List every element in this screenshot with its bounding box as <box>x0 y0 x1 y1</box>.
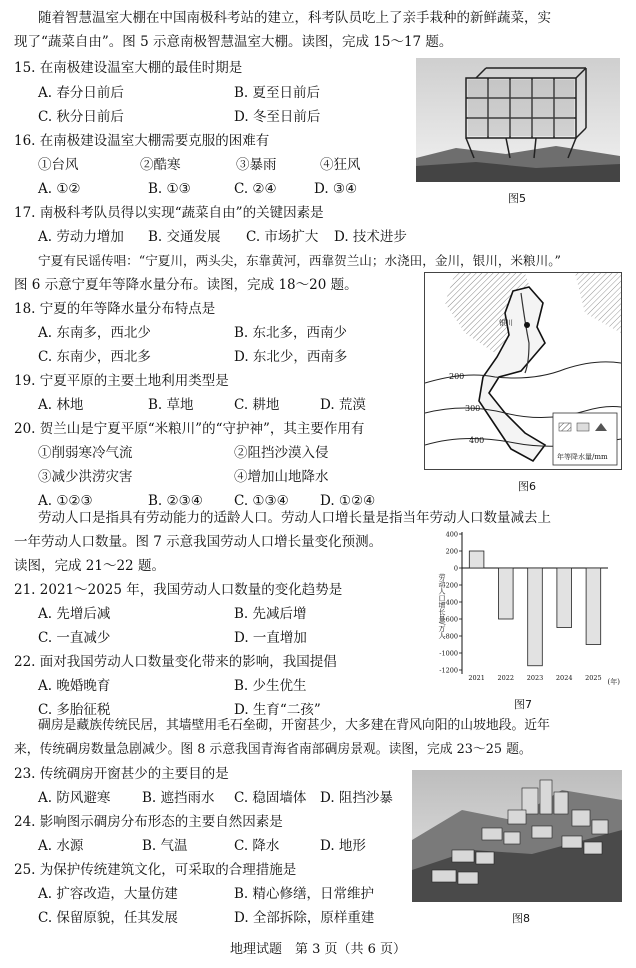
q18-option-c[interactable]: C. 东南少，西北多 <box>38 349 151 365</box>
q20-item-4: ④增加山地降水 <box>234 469 329 485</box>
q16-item-1: ①台风 <box>38 157 79 173</box>
q15-option-d[interactable]: D. 冬至日前后 <box>234 109 321 125</box>
intro-23-25-line2: 来，传统碉房数量急剧减少。图 8 示意我国青海省南部碉房景观。读图，完成 23～25 题。 <box>14 742 532 757</box>
chart-x-axis-label: (年) <box>607 678 620 686</box>
intro-18-20-line1: 宁夏有民谣传唱：“宁夏川，两头尖，东靠黄河，西靠贺兰山；水浇田，金川，银川，米粮川。” <box>38 253 561 268</box>
chart-x-tick-label: 2021 <box>468 674 485 682</box>
intro-15-17-line2: 现了“蔬菜自由”。图 5 示意南极智慧温室大棚。读图，完成 15～17 题。 <box>14 34 453 50</box>
q20-option-c[interactable]: C. ①③④ <box>234 493 289 509</box>
q17-option-a[interactable]: A. 劳动力增加 <box>38 229 124 245</box>
chart-x-tick-label: 2024 <box>555 674 573 682</box>
q25-stem: 25. 为保护传统建筑文化，可采取的合理措施是 <box>14 862 297 878</box>
q24-option-a[interactable]: A. 水源 <box>38 838 84 854</box>
q16-option-d[interactable]: D. ③④ <box>314 181 358 197</box>
chart-y-tick-label: -800 <box>443 632 458 641</box>
q23-stem: 23. 传统碉房开窗甚少的主要目的是 <box>14 766 229 782</box>
q19-option-a[interactable]: A. 林地 <box>38 397 84 413</box>
intro-21-22-line1: 劳动人口是指具有劳动能力的适龄人口。劳动人口增长量是指当年劳动人口数量减去上 <box>38 510 551 526</box>
q25-option-d[interactable]: D. 全部拆除，原样重建 <box>234 910 375 926</box>
figure-6-caption: 图6 <box>518 480 536 493</box>
q25-option-a[interactable]: A. 扩容改造，大量仿建 <box>38 886 178 902</box>
q24-option-d[interactable]: D. 地形 <box>320 838 366 854</box>
intro-21-22-line3: 读图，完成 21～22 题。 <box>14 558 165 574</box>
chart-y-tick-label: 400 <box>445 530 458 539</box>
q20-item-1: ①削弱寒冷气流 <box>38 445 133 461</box>
intro-23-25-line1: 碉房是藏族传统民居，其墙壁用毛石垒砌，开窗甚少，大多建在背风向阳的山坡地段。近年 <box>38 718 550 733</box>
q22-option-b[interactable]: B. 少生优生 <box>234 678 307 694</box>
chart-bar-2021 <box>469 551 484 568</box>
q24-stem: 24. 影响图示碉房分布形态的主要自然因素是 <box>14 814 283 830</box>
q25-option-c[interactable]: C. 保留原貌，任其发展 <box>38 910 178 926</box>
figure-8-diaofang-photo <box>412 770 622 902</box>
chart-y-axis-label: 劳动人口增长量/万人 <box>438 573 446 639</box>
chart-y-tick-label: -1000 <box>439 649 458 658</box>
q16-item-2: ②酷寒 <box>140 157 181 173</box>
figure-5-caption: 图5 <box>508 192 526 205</box>
q22-option-c[interactable]: C. 多胎征税 <box>38 702 111 718</box>
q25-option-b[interactable]: B. 精心修缮，日常维护 <box>234 886 375 902</box>
city-label-yinchuan: 银川 <box>499 319 513 327</box>
q23-option-c[interactable]: C. 稳固墙体 <box>234 790 307 806</box>
q22-stem: 22. 面对我国劳动人口数量变化带来的影响，我国提倡 <box>14 654 337 670</box>
q20-option-d[interactable]: D. ①②④ <box>320 493 376 509</box>
q15-option-a[interactable]: A. 春分日前后 <box>38 85 124 101</box>
diaofang-photo-drawing <box>412 770 622 902</box>
figure-6-ningxia-precipitation-map <box>424 272 622 470</box>
q15-stem: 15. 在南极建设温室大棚的最佳时期是 <box>14 60 243 76</box>
q17-option-c[interactable]: C. 市场扩大 <box>246 229 319 245</box>
q22-option-d[interactable]: D. 生育“二孩” <box>234 702 321 718</box>
q18-option-d[interactable]: D. 东北少，西南多 <box>234 349 348 365</box>
q19-option-b[interactable]: B. 草地 <box>148 397 194 413</box>
q16-option-b[interactable]: B. ①③ <box>148 181 191 197</box>
intro-15-17-line1: 随着智慧温室大棚在中国南极科考站的建立，科考队员吃上了亲手栽种的新鲜蔬菜，实 <box>38 10 551 26</box>
q20-item-2: ②阻挡沙漠入侵 <box>234 445 329 461</box>
page-footer: 地理试题 第 3 页（共 6 页） <box>229 942 407 957</box>
contour-label-400: 400 <box>469 436 485 445</box>
q16-option-c[interactable]: C. ②④ <box>234 181 277 197</box>
chart-y-tick-label: -600 <box>443 615 458 624</box>
chart-y-tick-label: 200 <box>445 547 458 556</box>
q23-option-d[interactable]: D. 阻挡沙暴 <box>320 790 393 806</box>
q21-option-d[interactable]: D. 一直增加 <box>234 630 307 646</box>
chart-x-tick-label: 2022 <box>497 674 515 682</box>
q22-option-a[interactable]: A. 晚婚晚育 <box>38 678 111 694</box>
q17-option-d[interactable]: D. 技术进步 <box>334 229 407 245</box>
q24-option-c[interactable]: C. 降水 <box>234 838 280 854</box>
q21-stem: 21. 2021～2025 年，我国劳动人口数量的变化趋势是 <box>14 582 343 598</box>
chart-bar-2025 <box>586 568 601 645</box>
chart-x-tick-label: 2025 <box>585 674 602 682</box>
q20-item-3: ③减少洪涝灾害 <box>38 469 133 485</box>
precipitation-map-drawing <box>425 273 621 469</box>
intro-18-20-line2: 图 6 示意宁夏年等降水量分布。读图，完成 18～20 题。 <box>14 277 358 293</box>
q16-item-4: ④狂风 <box>320 157 361 173</box>
q19-option-c[interactable]: C. 耕地 <box>234 397 280 413</box>
figure-7-labor-growth-chart <box>432 528 628 686</box>
q18-option-a[interactable]: A. 东南多，西北少 <box>38 325 151 341</box>
q24-option-b[interactable]: B. 气温 <box>142 838 188 854</box>
chart-y-tick-label: -400 <box>443 598 458 607</box>
chart-y-tick-label: -1200 <box>439 666 458 675</box>
q21-option-a[interactable]: A. 先增后减 <box>38 606 111 622</box>
map-legend-label: 年等降水量/mm <box>557 453 608 461</box>
q16-item-3: ③暴雨 <box>236 157 277 173</box>
q15-option-c[interactable]: C. 秋分日前后 <box>38 109 124 125</box>
q20-option-b[interactable]: B. ②③④ <box>148 493 203 509</box>
q17-option-b[interactable]: B. 交通发展 <box>148 229 221 245</box>
chart-bar-2024 <box>557 568 572 628</box>
chart-y-tick-label: -200 <box>443 581 458 590</box>
q15-option-b[interactable]: B. 夏至日前后 <box>234 85 321 101</box>
chart-bar-2022 <box>499 568 514 619</box>
contour-label-300: 300 <box>465 404 481 413</box>
figure-7-caption: 图7 <box>514 698 532 711</box>
chart-bar-2023 <box>528 568 543 666</box>
q19-stem: 19. 宁夏平原的主要土地利用类型是 <box>14 373 229 389</box>
q23-option-a[interactable]: A. 防风避寒 <box>38 790 111 806</box>
chart-x-tick-label: 2023 <box>526 674 544 682</box>
q23-option-b[interactable]: B. 遮挡雨水 <box>142 790 215 806</box>
q17-stem: 17. 南极科考队员得以实现“蔬菜自由”的关键因素是 <box>14 205 324 221</box>
chart-y-tick-label: 0 <box>453 564 458 573</box>
intro-21-22-line2: 一年劳动人口数量。图 7 示意我国劳动人口增长量变化预测。 <box>14 534 383 550</box>
q19-option-d[interactable]: D. 荒漠 <box>320 397 366 413</box>
q16-option-a[interactable]: A. ①② <box>38 181 81 197</box>
q21-option-b[interactable]: B. 先减后增 <box>234 606 307 622</box>
q18-option-b[interactable]: B. 东北多，西南少 <box>234 325 348 341</box>
q20-option-a[interactable]: A. ①②③ <box>38 493 93 509</box>
q18-stem: 18. 宁夏的年等降水量分布特点是 <box>14 301 216 317</box>
figure-8-caption: 图8 <box>512 912 530 925</box>
figure-5-greenhouse-photo <box>416 58 620 182</box>
q20-stem: 20. 贺兰山是宁夏平原“米粮川”的“守护神”，其主要作用有 <box>14 421 365 437</box>
q16-stem: 16. 在南极建设温室大棚需要克服的困难有 <box>14 133 270 149</box>
greenhouse-photo-drawing <box>416 58 620 182</box>
contour-label-200: 200 <box>449 372 465 381</box>
q21-option-c[interactable]: C. 一直减少 <box>38 630 111 646</box>
